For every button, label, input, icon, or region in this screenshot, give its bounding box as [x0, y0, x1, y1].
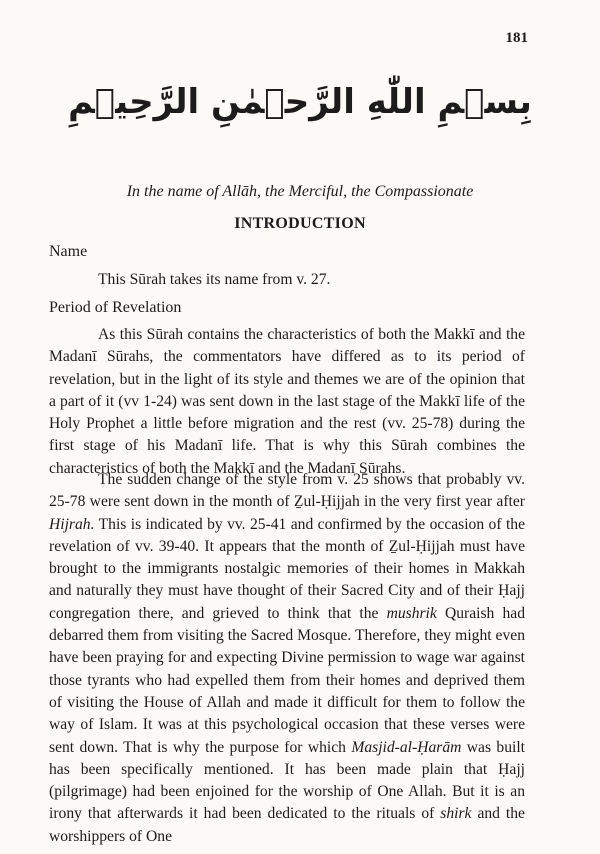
paragraph-2-text-5: and the worshippers of One [49, 805, 525, 845]
page-number: 181 [505, 30, 528, 46]
paragraph-2-text-1: The sudden change of the style from v. 25 shows that probably vv. 25-78 were sent down in the month of Ẕul-Ḥijjah in the very first year after [49, 471, 525, 511]
paragraph-2-text-3: Quraish had debarred them from visiting the Sacred Mosque. Therefore, they might even have been praying for and expecting Divine permission to wage war against those tyrants who had expelled them from their homes and deprived them of visiting the House of Allah and made it difficult for them to follow the way of Islam. It was at this psychological occasion that these verses were sent down. That is why the purpose for which [49, 604, 525, 756]
section-title: INTRODUCTION [234, 215, 366, 232]
shirk-term: shirk [440, 805, 472, 823]
hijrah-term: Hijrah. [49, 515, 95, 533]
paragraph-1: As this Sūrah contains the characteristics of both the Makkī and the Madanī Sūrahs, the commentators have differed as to its period of revelation, but in the light of its style and themes we are of the opinion that a part of it (vv 1-24) was sent down in the last stage of the Makkī life of the Holy Prophet a little before migration and the rest (vv. 25-78) during the first stage of his Madanī life. That is why this Sūrah combines the characteristics of both the Makkī and the Madanī Sūrahs. [49, 326, 525, 477]
paragraph-2 [49, 469, 525, 848]
mushrik-term: mushrik [386, 604, 437, 622]
bismillah-translation: In the name of Allāh, the Merciful, the Compassionate [126, 183, 474, 200]
name-heading: Name [49, 243, 88, 260]
period-heading: Period of Revelation [49, 299, 182, 316]
name-text: This Sūrah takes its name from v. 27. [98, 271, 331, 288]
paragraph-2-text-4: was built has been specifically mentioned. It has been made plain that Ḥajj (pilgrimage) had been enjoined for the worship of One Allah. But it is an irony that afterwards it had been dedicated to the rituals of [49, 738, 525, 823]
bismillah-calligraphy: بِسۡمِ اللّٰهِ الرَّحۡمٰنِ الرَّحِيۡمِ [68, 82, 532, 122]
paragraph-2-text-2: This is indicated by vv. 25-41 and confirmed by the occasion of the revelation of vv. 39-40. It appears that the month of Ẕul-Ḥijjah must have brought to the immigrants nostalgic memories of their homes in Makkah and naturally they must have thought of their Sacred City and of their Ḥajj congregation there, and grieved to think that the [49, 515, 525, 622]
masjid-term: Masjid-al-Ḥarām [351, 738, 462, 756]
